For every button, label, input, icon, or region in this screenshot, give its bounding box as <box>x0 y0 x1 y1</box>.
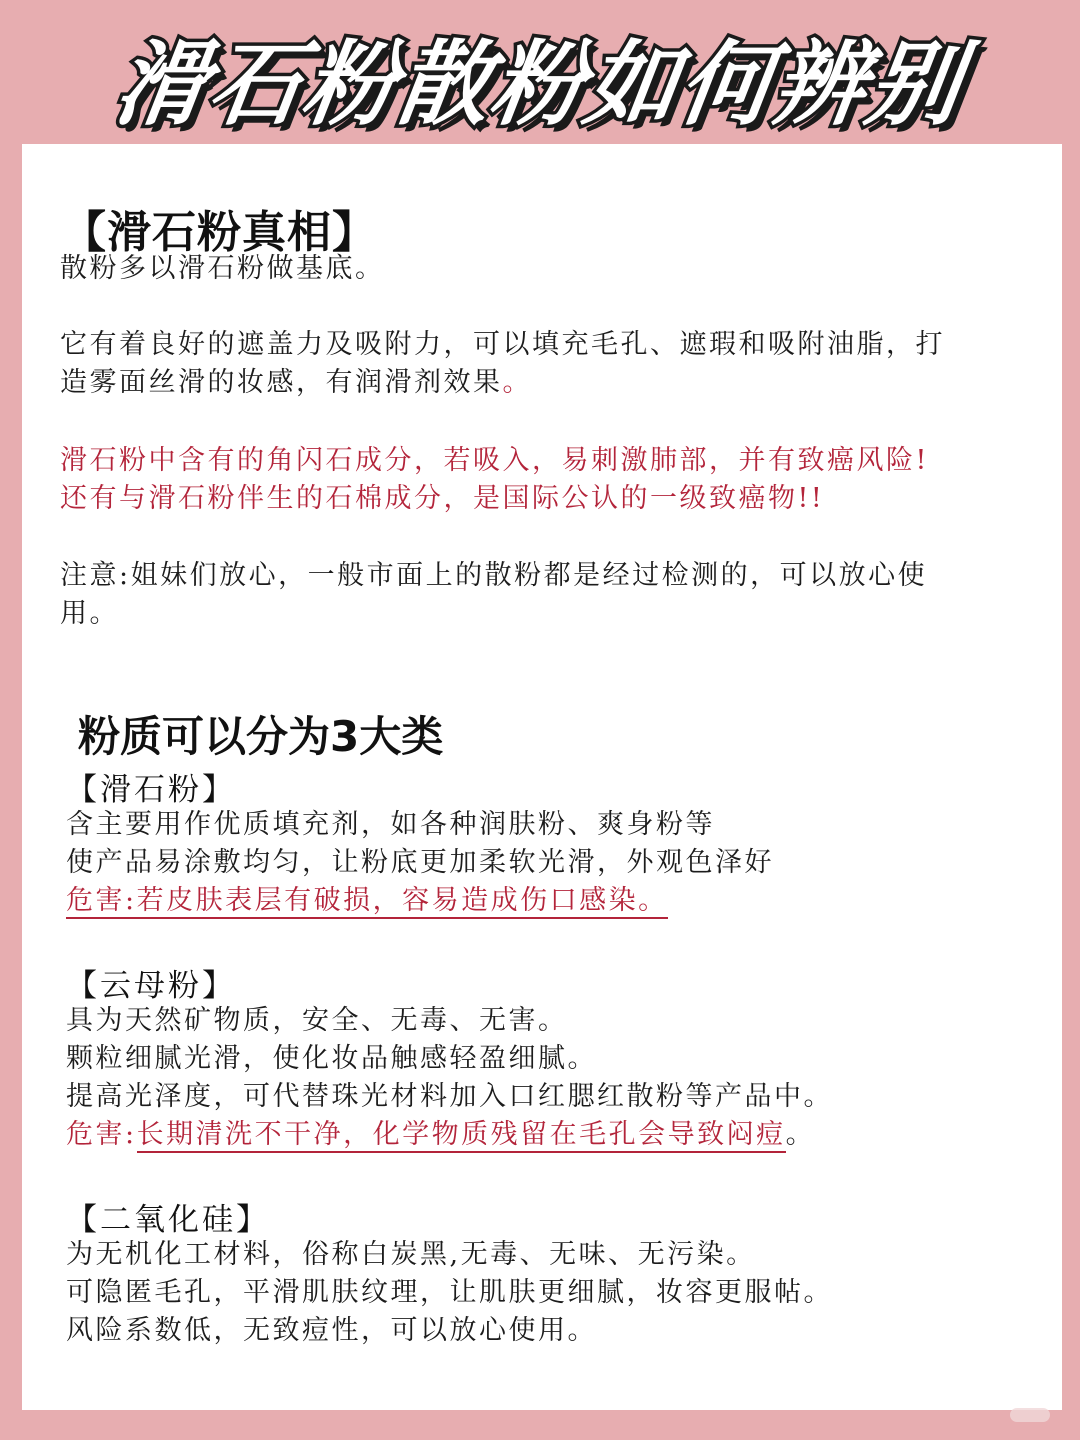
mica-hazard <box>66 1116 815 1154</box>
mica-line-2: 颗粒细腻光滑，使化妆品触感轻盈细腻。 <box>66 1043 597 1074</box>
silica-line-1: 为无机化工材料，俗称白炭黑,无毒、无味、无污染。 <box>66 1239 756 1270</box>
truth-property-line-2 <box>60 364 532 402</box>
talc-hazard-text: 危害:若皮肤表层有破损，容易造成伤口感染。 <box>66 885 668 919</box>
mica-hazard-text: 长期清洗不干净，化学物质残留在毛孔会导致闷痘 <box>137 1119 786 1153</box>
mica-hazard-period: 。 <box>785 1119 816 1150</box>
talc-hazard <box>66 882 668 920</box>
page-title: 滑石粉散粉如何辨别 <box>108 31 970 138</box>
talc-line-2: 使产品易涂敷均匀，让粉底更加柔软光滑，外观色泽好 <box>66 847 774 878</box>
categories-heading: 粉质可以分为3大类 <box>78 712 444 761</box>
truth-note-line-1: 注意:姐妹们放心，一般市面上的散粉都是经过检测的，可以放心使 <box>60 560 928 591</box>
talc-line-1: 含主要用作优质填充剂，如各种润肤粉、爽身粉等 <box>66 809 715 840</box>
truth-property-line-1: 它有着良好的遮盖力及吸附力，可以填充毛孔、遮瑕和吸附油脂，打 <box>60 329 945 360</box>
truth-warning-line-1: 滑石粉中含有的角闪石成分，若吸入，易刺激肺部，并有致癌风险! <box>60 445 929 476</box>
silica-title: 【二氧化硅】 <box>66 1202 270 1238</box>
mica-line-1: 具为天然矿物质，安全、无毒、无害。 <box>66 1005 568 1036</box>
silica-line-3: 风险系数低，无致痘性，可以放心使用。 <box>66 1315 597 1346</box>
title-banner <box>0 18 1080 136</box>
truth-property-text: 造雾面丝滑的妆感，有润滑剂效果 <box>60 367 503 398</box>
truth-heading: 【滑石粉真相】 <box>62 207 377 258</box>
silica-line-2: 可隐匿毛孔，平滑肌肤纹理，让肌肤更细腻，妆容更服帖。 <box>66 1277 833 1308</box>
truth-warning-line-2: 还有与滑石粉伴生的石棉成分，是国际公认的一级致癌物!! <box>60 483 825 514</box>
truth-intro: 散粉多以滑石粉做基底。 <box>60 253 385 284</box>
truth-note-line-2: 用。 <box>60 598 119 629</box>
watermark-badge <box>1010 1408 1050 1422</box>
mica-title: 【云母粉】 <box>66 968 236 1004</box>
talc-title: 【滑石粉】 <box>66 772 236 808</box>
mica-hazard-prefix: 危害: <box>66 1119 137 1150</box>
mica-line-3: 提高光泽度，可代替珠光材料加入口红腮红散粉等产品中。 <box>66 1081 833 1112</box>
truth-property-period: 。 <box>502 367 532 398</box>
content-card <box>22 144 1062 1410</box>
